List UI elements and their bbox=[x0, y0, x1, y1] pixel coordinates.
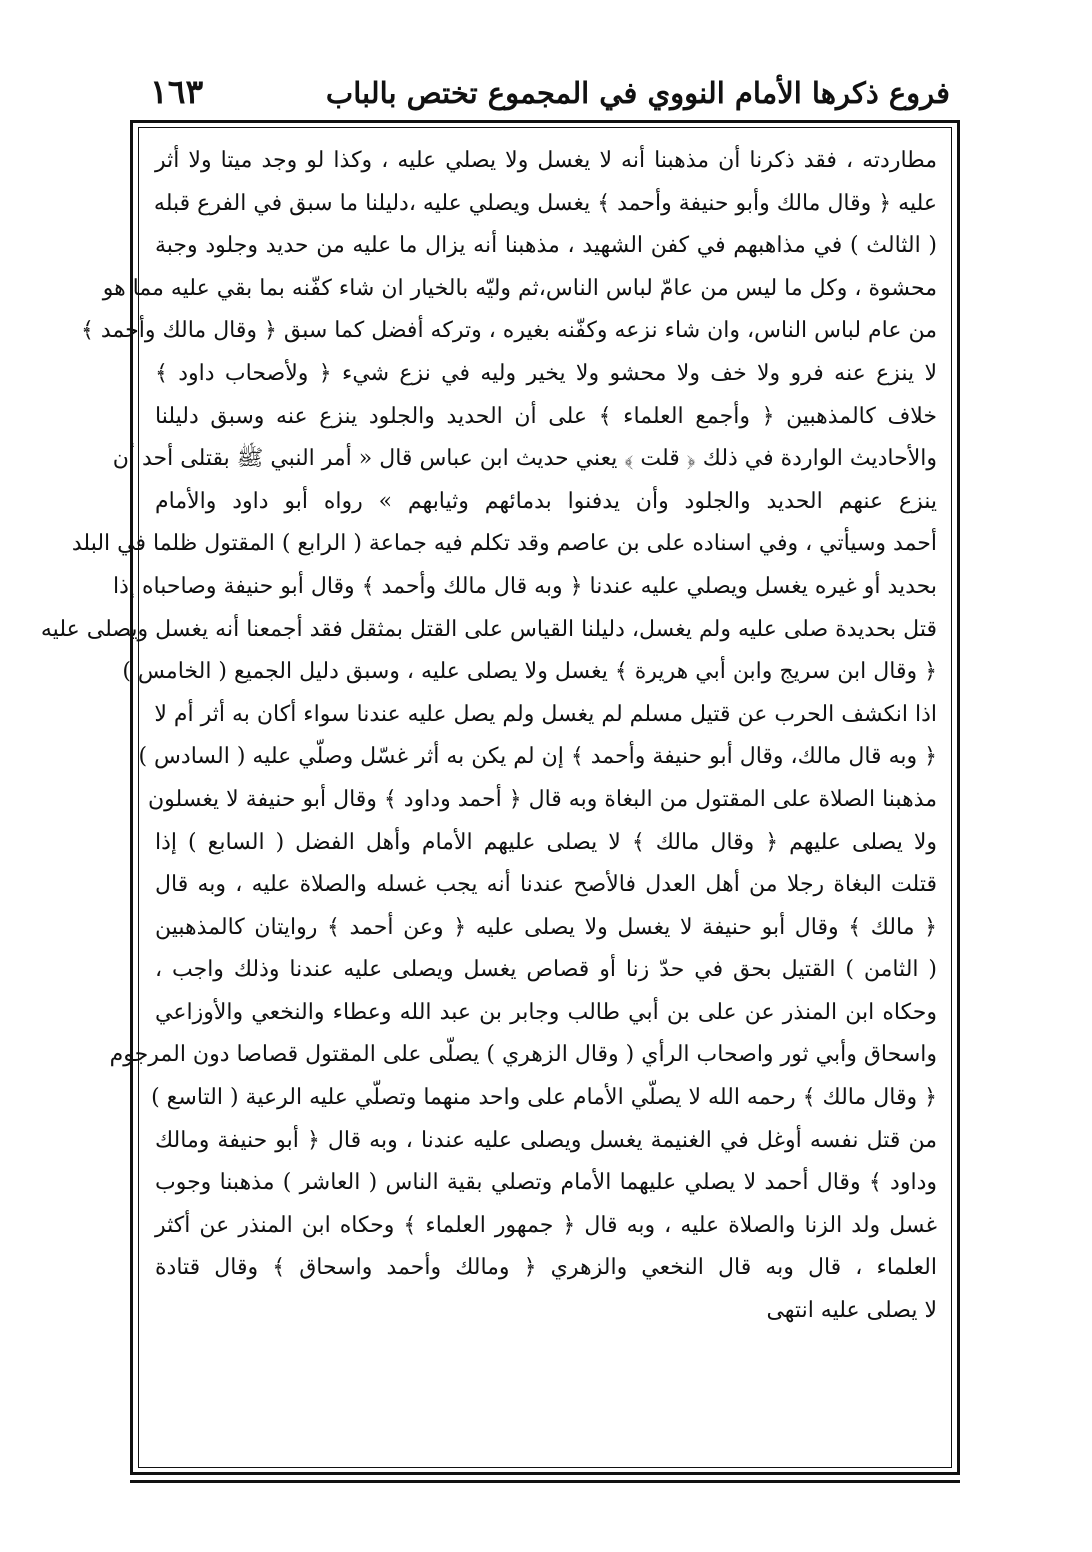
text-line: مطاردته ، فقد ذكرنا أن مذهبنا أنه لا يغسل ولا يصلي عليه ، وكذا لو وجد ميتا ولا أثر bbox=[155, 148, 938, 173]
text-line: غسل ولد الزنا والصلاة عليه ، وبه قال ﴿ جمهور العلماء ﴾ وحكاه ابن المنذر عن أكثر bbox=[155, 1212, 937, 1238]
text-line: واسحاق وأبي ثور واصحاب الرأي ( وقال الزهري ) يصلّى على المقتول قصاصا دون المرجوم bbox=[109, 1042, 937, 1068]
text-line: ﴿ مالك ﴾ وقال أبو حنيفة لا يغسل ولا يصلى عليه ﴿ وعن أحمد ﴾ روايتان كالمذهبين bbox=[155, 914, 937, 940]
body-text bbox=[40, 140, 938, 1333]
text-line: من قتل نفسه أوغل في الغنيمة يغسل ويصلى عليه عندنا ، وبه قال ﴿ أبو حنيفة ومالك bbox=[155, 1127, 937, 1153]
running-header bbox=[140, 70, 950, 120]
text-line: ﴿ وقال ابن سريج وابن أبي هريرة ﴾ يغسل ولا يصلى عليه ، وسبق دليل الجميع ( الخامس ) bbox=[122, 659, 937, 685]
text-line: ولا يصلى عليهم ﴿ وقال مالك ﴾ لا يصلى عليهم الأمام وأهل الفضل ( السابع ) إذا bbox=[155, 829, 937, 855]
bottom-rule bbox=[130, 1480, 960, 1483]
text-line: قتلت البغاة رجلا من أهل العدل فالأصح عندنا أنه يجب غسله والصلاة عليه ، وبه قال bbox=[155, 872, 937, 898]
text-line: قتل بحديدة صلى عليه ولم يغسل، دليلنا القياس على القتل بمثقل فقد أجمعنا أنه يغسل ويصلى عليه bbox=[40, 616, 937, 642]
text-line: وحكاه ابن المنذر عن على بن أبي طالب وجابر بن عبد الله وعطاء والنخعي والأوزاعي bbox=[155, 999, 937, 1025]
text-line: وداود ﴾ وقال أحمد لا يصلي عليهما الأمام وتصلي بقية الناس ( العاشر ) مذهبنا وجوب bbox=[155, 1170, 937, 1196]
text-line: ﴿ وقال مالك ﴾ رحمه الله لا يصلّي الأمام على واحد منهما وتصلّي عليه الرعية ( التاسع ) bbox=[151, 1085, 937, 1111]
text-line: والأحاديث الواردة في ذلك ﴿ قلت ﴾ يعني حديث ابن عباس قال « أمر النبي ﷺ بقتلى أحد أن bbox=[112, 446, 937, 472]
text-line: عليه ﴿ وقال مالك وأبو حنيفة وأحمد ﴾ يغسل ويصلي عليه ،دليلنا ما سبق في الفرع قبله bbox=[153, 190, 937, 216]
text-line: مذهبنا الصلاة على المقتول من البغاة وبه قال ﴿ أحمد وداود ﴾ وقال أبو حنيفة لا يغسلون bbox=[148, 786, 937, 812]
text-line: ينزع عنهم الحديد والجلود وأن يدفنوا بدمائهم وثيابهم » رواه أبو داود والأمام bbox=[155, 488, 937, 514]
header-title: فروع ذكرها الأمام النووي في المجموع تختص بالباب bbox=[325, 76, 950, 110]
text-line: بحديد أو غيره يغسل ويصلي عليه عندنا ﴿ وبه قال مالك وأحمد ﴾ وقال أبو حنيفة وصاحباه إذا bbox=[112, 573, 937, 599]
page-number: ١٦٣ bbox=[150, 72, 204, 111]
text-line: محشوة ، وكل ما ليس من عامّ لباس الناس،ثم وليّه بالخيار ان شاء كفّنه بما بقي عليه مما هو bbox=[102, 275, 937, 301]
text-line: العلماء ، قال وبه قال النخعي والزهري ﴿ ومالك وأحمد واسحاق ﴾ وقال قتادة bbox=[155, 1255, 937, 1281]
text-line: خلاف كالمذهبين ﴿ وأجمع العلماء ﴾ على أن الحديد والجلود ينزع عنه وسبق دليلنا bbox=[155, 403, 937, 429]
text-line: لا ينزع عنه فرو ولا خف ولا محشو ولا يخير وليه في نزع شيء ﴿ ولأصحاب داود ﴾ bbox=[155, 360, 937, 386]
text-line: ( الثالث ) في مذاهبهم في كفن الشهيد ، مذهبنا أنه يزال ما عليه من حديد وجلود وجبة bbox=[155, 233, 937, 259]
text-line: اذا انكشف الحرب عن قتيل مسلم لم يغسل ولم يصل عليه عندنا سواء أكان به أثر أم لا bbox=[154, 701, 937, 727]
text-line-last: لا يصلى عليه انتهى bbox=[766, 1298, 937, 1324]
text-line: أحمد وسيأتي ، وفي اسناده على بن عاصم وقد تكلم فيه جماعة ( الرابع ) المقتول ظلما في البلد bbox=[71, 531, 937, 557]
text-line: ( الثامن ) القتيل بحق في حدّ زنا أو قصاص يغسل ويصلى عليه عندنا وذلك واجب ، bbox=[155, 957, 937, 983]
text-line: من عام لباس الناس، وان شاء نزعه وكفّنه بغيره ، وتركه أفضل كما سبق ﴿ وقال مالك وأحمد ﴾ bbox=[80, 318, 937, 344]
text-line: ﴿ وبه قال مالك، وقال أبو حنيفة وأحمد ﴾ إن لم يكن به أثر غسّل وصلّي عليه ( السادس ) bbox=[138, 744, 937, 770]
